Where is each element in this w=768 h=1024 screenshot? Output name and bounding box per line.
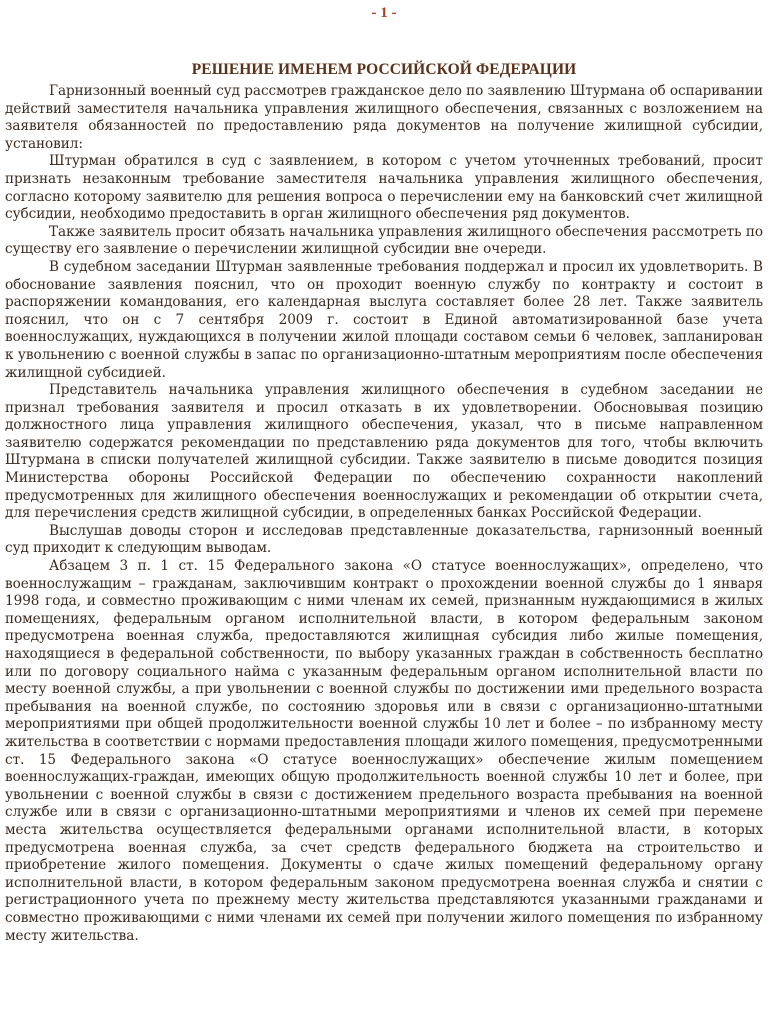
paragraph: Также заявитель просит обязать начальника управления жилищного обеспечения рассмотреть по существу его заявление о перечислении жилищной субсидии вне очереди.	[5, 223, 763, 258]
document-title: РЕШЕНИЕ ИМЕНЕМ РОССИЙСКОЙ ФЕДЕРАЦИИ	[191, 61, 577, 78]
document-body	[5, 83, 763, 945]
paragraph: Выслушав доводы сторон и исследовав представленные доказательства, гарнизонный военный суд приходит к следующим выводам.	[5, 522, 763, 557]
paragraph: Абзацем 3 п. 1 ст. 15 Федерального закона «О статусе военнослужащих», определено, что военнослужащим – гражданам, заключившим контракт о прохождении военной службы до 1 января 1998 года, и совместно проживающим с ними членам их семей, признанным нуждающимися в жилых помещениях, федеральным органом исполнительной власти, в котором федеральным законом предусмотрена военная служба, предоставляются жилищная субсидия либо жилые помещения, находящиеся в федеральной собственности, по выбору указанных граждан в собственность бесплатно или по договору социального найма с указанным федеральным органом исполнительной власти по месту военной службы, а при увольнении с военной службы по достижении ими предельного возраста пребывания на военной службе, по состоянию здоровья или в связи с организационно-штатными мероприятиями при общей продолжительности военной службы 10 лет и более – по избранному месту жительства в соответствии с нормами предоставления площади жилого помещения, предусмотренными ст. 15 Федерального закона «О статусе военнослужащих» обеспечение жилым помещением военнослужащих-граждан, имеющих общую продолжительность военной службы 10 лет и более, при увольнении с военной службы в связи с достижением предельного возраста пребывания на военной службе или в связи с организационно-штатными мероприятиями и членов их семей при перемене места жительства осуществляется федеральными органами исполнительной власти, в которых предусмотрена военная служба, за счет средств федерального бюджета на строительство и приобретение жилого помещения. Документы о сдаче жилых помещений федеральному органу исполнительной власти, в котором федеральным законом предусмотрена военная служба и снятии с регистрационного учета по прежнему месту жительства представляются указанными гражданами и совместно проживающими с ними членами их семей при получении жилого помещения по избранному месту жительства.	[5, 558, 763, 944]
paragraph: В судебном заседании Штурман заявленные требования поддержал и просил их удовлетворить. В обоснование заявления пояснил, что он проходит военную службу по контракту и состоит в распоряжении командования, его календарная выслуга составляет более 28 лет. Также заявитель пояснил, что он с 7 сентября 2009 г. состоит в Единой автоматизированной базе учета военнослужащих, нуждающихся в получении жилой площади составом семьи 6 человек, запланирован к увольнению с военной службы в запас по организационно-штатным мероприятиям после обеспечения жилищной субсидией.	[5, 258, 763, 381]
paragraph: Представитель начальника управления жилищного обеспечения в судебном заседании не признал требования заявителя и просил отказать в их удовлетворении. Обосновывая позицию должностного лица управления жилищного обеспечения, указал, что в письме направленном заявителю содержатся рекомендации по представлению ряда документов для того, чтобы включить Штурмана в списки получателей жилищной субсидии. Также заявителю в письме доводится позиция Министерства обороны Российской Федерации по обеспечению сохранности накоплений предусмотренных для жилищного обеспечения военнослужащих и рекомендации об открытии счета, для перечисления средств жилищной субсидии, в определенных банках Российской Федерации.	[5, 382, 763, 522]
page-number: - 1 -	[371, 5, 397, 21]
document-page	[5, 0, 763, 945]
paragraph: Штурман обратился в суд с заявлением, в котором с учетом уточненных требований, просит признать незаконным требование заместителя начальника управления жилищного обеспечения, согласно которому заявителю для решения вопроса о перечислении ему на банковский счет жилищной субсидии, необходимо предоставить в орган жилищного обеспечения ряд документов.	[5, 153, 763, 223]
paragraph: Гарнизонный военный суд рассмотрев гражданское дело по заявлению Штурмана об оспаривании действий заместителя начальника управления жилищного обеспечения, связанных с возложением на заявителя обязанностей по предоставлению ряда документов на получение жилищной субсидии, установил:	[5, 83, 763, 152]
